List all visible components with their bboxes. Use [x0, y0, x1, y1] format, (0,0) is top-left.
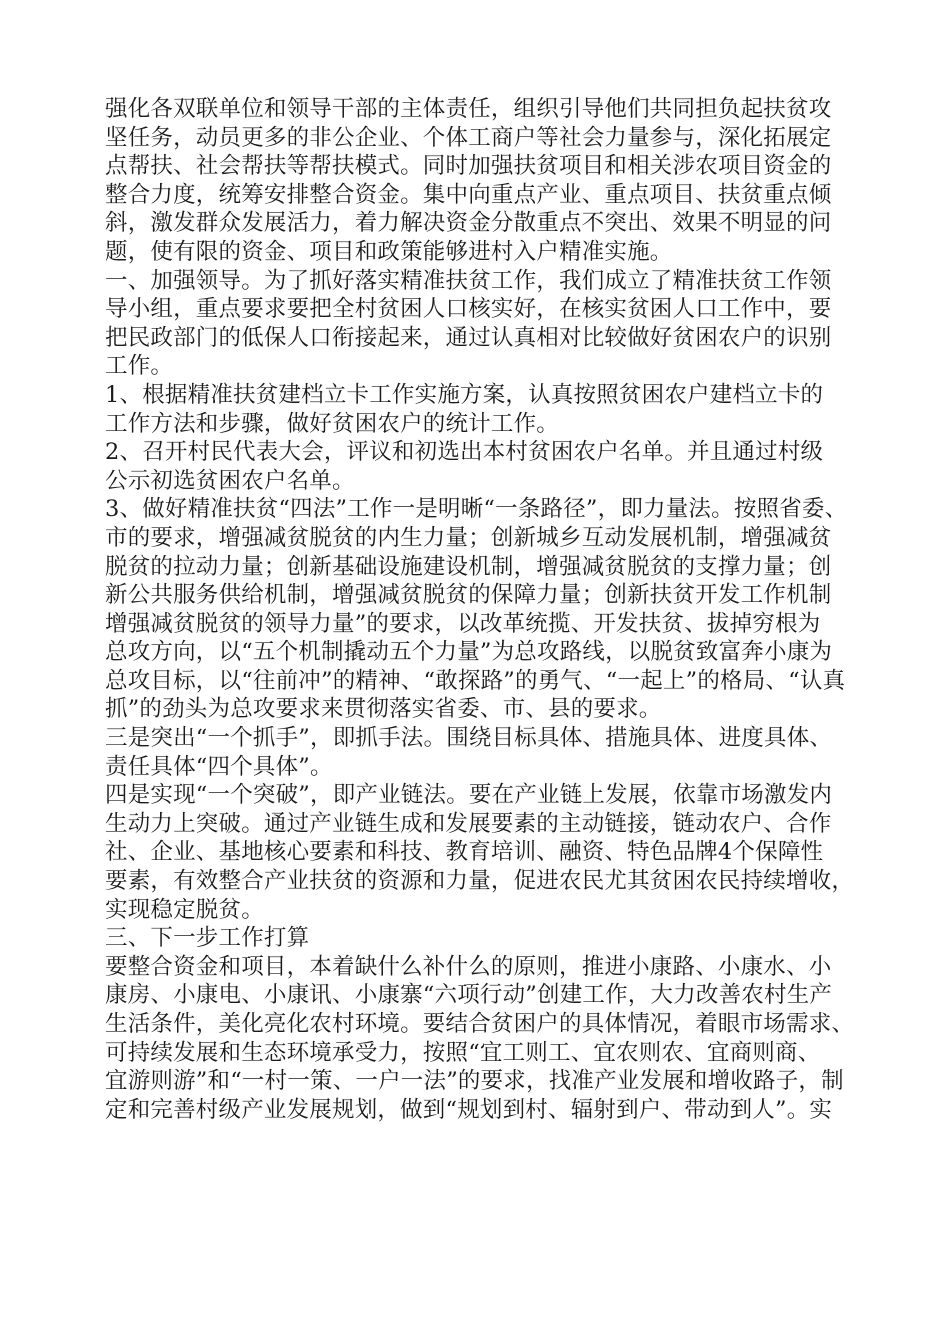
text-line-14: 公示初选贫困农户名单。	[105, 467, 355, 494]
document-body	[105, 95, 865, 1124]
list-item-3: 3、做好精准扶贫“四法”工作一是明晰“一条路径”，即力量法。按照省委、	[105, 496, 848, 523]
text-line-2: 坚任务，动员更多的非公企业、个体工商户等社会力量参与，深化拓展定	[105, 124, 832, 151]
text-line-36: 定和完善村级产业发展规划，做到“规划到村、辐射到户、带动到人”。实	[105, 1096, 833, 1123]
text-line-23: 三是突出“一个抓手”，即抓手法。围绕目标具体、措施具体、进度具体、	[105, 725, 833, 752]
text-line-22: 抓”的劲头为总攻要求来贯彻落实省委、市、县的要求。	[105, 696, 662, 723]
text-line-20: 总攻方向，以“五个机制撬动五个力量”为总攻路线，以脱贫致富奔小康为	[105, 639, 833, 666]
text-line-16: 市的要求，增强减贫脱贫的内生力量；创新城乡互动发展机制，增强减贫	[105, 524, 832, 551]
text-line-4: 整合力度，统筹安排整合资金。集中向重点产业、重点项目、扶贫重点倾	[105, 181, 832, 208]
text-line-8: 导小组，重点要求要把全村贫困人口核实好，在核实贫困人口工作中，要	[105, 296, 832, 323]
list-item-2: 2、召开村民代表大会，评议和初选出本村贫困农户名单。并且通过村级	[105, 439, 824, 466]
text-line-32: 康房、小康电、小康讯、小康寨“六项行动”创建工作，大力改善农村生产	[105, 982, 833, 1009]
text-line-35: 宜游则游”和“一村一策、一户一法”的要求，找准产业发展和增收路子，制	[105, 1068, 844, 1095]
text-line-28: 要素，有效整合产业扶贫的资源和力量，促进农民尤其贫困农民持续增收，	[105, 868, 855, 895]
text-line-34: 可持续发展和生态环境承受力，按照“宜工则工、宜农则农、宜商则商、	[105, 1039, 821, 1066]
text-line-5: 斜，激发群众发展活力，着力解决资金分散重点不突出、效果不明显的问	[105, 210, 832, 237]
section-heading-3: 三、下一步工作打算	[105, 925, 310, 952]
list-item-1: 1、根据精准扶贫建档立卡工作实施方案，认真按照贫困农户建档立卡的	[105, 381, 824, 408]
text-line-27: 社、企业、基地核心要素和科技、教育培训、融资、特色品牌4个保障性	[105, 839, 824, 866]
text-line-24: 责任具体“四个具体”。	[105, 753, 333, 780]
text-line-25: 四是实现“一个突破”，即产业链法。要在产业链上发展，依靠市场激发内	[105, 782, 833, 809]
text-line-33: 生活条件，美化亮化农村环境。要结合贫困户的具体情况，着眼市场需求、	[105, 1011, 855, 1037]
text-line-3: 点帮扶、社会帮扶等帮扶模式。同时加强扶贫项目和相关涉农项目资金的	[105, 153, 832, 180]
text-line-21: 总攻目标，以“往前冲”的精神、“敢探路”的勇气、“一起上”的格局、“认真	[105, 667, 846, 694]
text-line-18: 新公共服务供给机制，增强减贫脱贫的保障力量；创新扶贫开发工作机制	[105, 582, 832, 609]
text-line-19: 增强减贫脱贫的领导力量”的要求，以改革统揽、开发扶贫、拔掉穷根为	[105, 610, 821, 637]
text-line-6: 题，使有限的资金、项目和政策能够进村入户精准实施。	[105, 238, 673, 265]
text-line-10: 工作。	[105, 353, 174, 380]
text-line-26: 生动力上突破。通过产业链生成和发展要素的主动链接，链动农户、合作	[105, 810, 832, 837]
section-heading-1: 一、加强领导。为了抓好落实精准扶贫工作，我们成立了精准扶贫工作领	[105, 267, 832, 294]
text-line-1: 强化各双联单位和领导干部的主体责任，组织引导他们共同担负起扶贫攻	[105, 96, 832, 122]
text-line-31: 要整合资金和项目，本着缺什么补什么的原则，推进小康路、小康水、小	[105, 953, 832, 980]
text-line-29: 实现稳定脱贫。	[105, 896, 264, 923]
text-line-17: 脱贫的拉动力量；创新基础设施建设机制，增强减贫脱贫的支撑力量；创	[105, 553, 832, 580]
text-line-12: 工作方法和步骤，做好贫困农户的统计工作。	[105, 410, 560, 437]
text-line-9: 把民政部门的低保人口衔接起来，通过认真相对比较做好贫困农户的识别	[105, 324, 832, 351]
